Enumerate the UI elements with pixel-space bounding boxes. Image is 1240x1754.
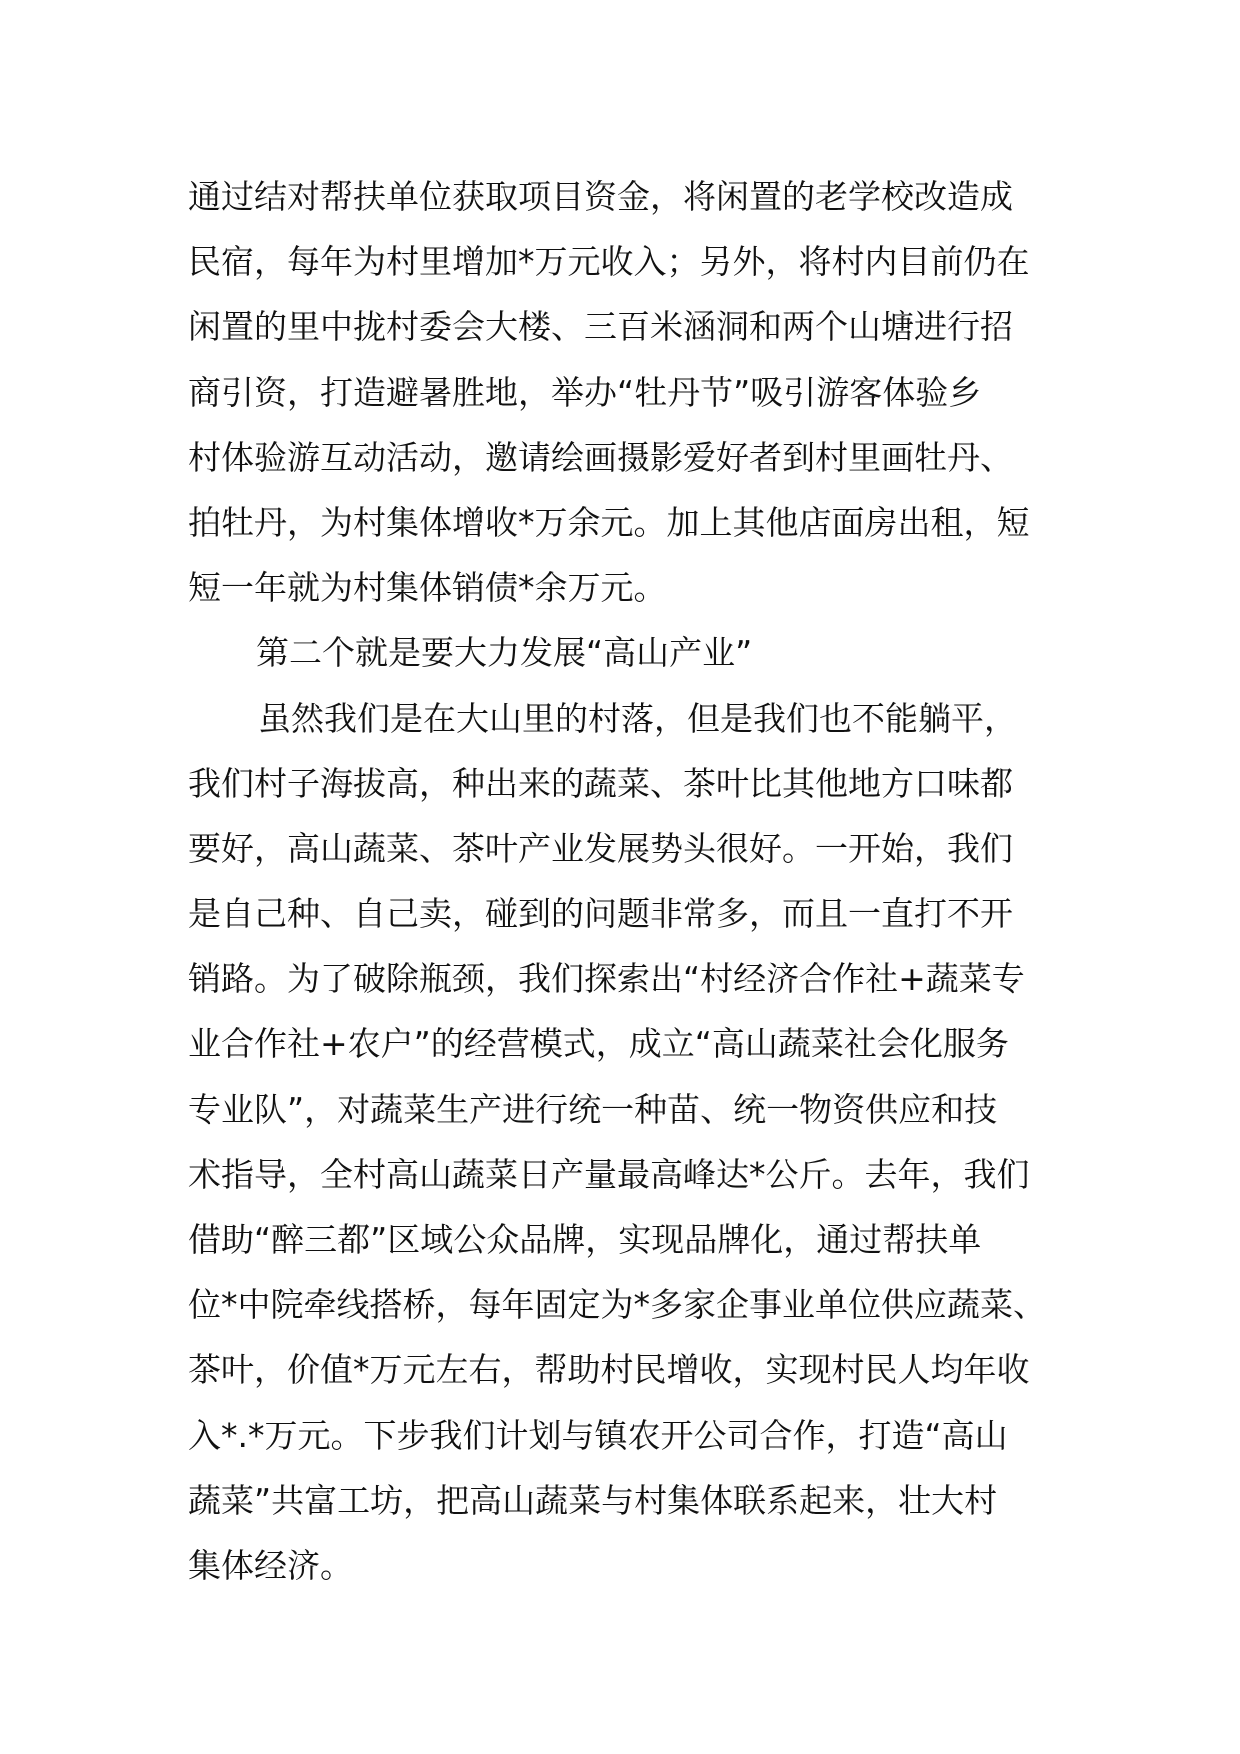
text-line: 商引资，打造避暑胜地，举办“牡丹节”吸引游客体验乡 xyxy=(188,372,982,412)
text-line: 茶叶，价值*万元左右，帮助村民增收，实现村民人均年收 xyxy=(188,1350,1030,1390)
text-line: 销路。为了破除瓶颈，我们探索出“村经济合作社+蔬菜专 xyxy=(188,959,1025,999)
text-line: 专业队”，对蔬菜生产进行统一种苗、统一物资供应和技 xyxy=(188,1089,998,1129)
text-line: 入*.*万元。下步我们计划与镇农开公司合作，打造“高山 xyxy=(188,1415,1008,1455)
text-line: 蔬菜”共富工坊，把高山蔬菜与村集体联系起来，壮大村 xyxy=(188,1480,998,1520)
text-line: 我们村子海拔高，种出来的蔬菜、茶叶比其他地方口味都 xyxy=(188,763,1013,803)
paragraph-highland-vegetables xyxy=(188,686,1068,1599)
text-line: 术指导，全村高山蔬菜日产量最高峰达*公斤。去年，我们 xyxy=(188,1154,1030,1194)
text-line: 位*中院牵线搭桥，每年固定为*多家企事业单位供应蔬菜、 xyxy=(188,1285,1046,1325)
section-heading-highland-industry xyxy=(188,620,1068,685)
text-line: 虽然我们是在大山里的村落，但是我们也不能躺平， xyxy=(258,698,1017,738)
text-line: 是自己种、自己卖，碰到的问题非常多，而且一直打不开 xyxy=(188,894,1013,934)
text-line: 闲置的里中拢村委会大楼、三百米涵洞和两个山塘进行招 xyxy=(188,307,1013,347)
text-line: 借助“醉三都”区域公众品牌，实现品牌化，通过帮扶单 xyxy=(188,1220,982,1259)
text-line: 业合作社+农户”的经营模式，成立“高山蔬菜社会化服务 xyxy=(188,1024,1009,1064)
text-line: 村体验游互动活动，邀请绘画摄影爱好者到村里画牡丹、 xyxy=(188,437,1013,477)
text-line: 通过结对帮扶单位获取项目资金，将闲置的老学校改造成 xyxy=(188,177,1013,216)
text-line: 民宿，每年为村里增加*万元收入；另外，将村内目前仍在 xyxy=(188,242,1030,282)
text-line: 短一年就为村集体销债*余万元。 xyxy=(188,568,667,608)
text-line: 集体经济。 xyxy=(188,1545,353,1585)
paragraph-homestay-income xyxy=(188,164,1068,620)
text-line: 要好，高山蔬菜、茶叶产业发展势头很好。一开始，我们 xyxy=(188,828,1013,868)
section-heading: 第二个就是要大力发展“高山产业” xyxy=(256,633,753,673)
document-body xyxy=(188,164,1068,1598)
text-line: 拍牡丹，为村集体增收*万余元。加上其他店面房出租，短 xyxy=(188,502,1030,542)
